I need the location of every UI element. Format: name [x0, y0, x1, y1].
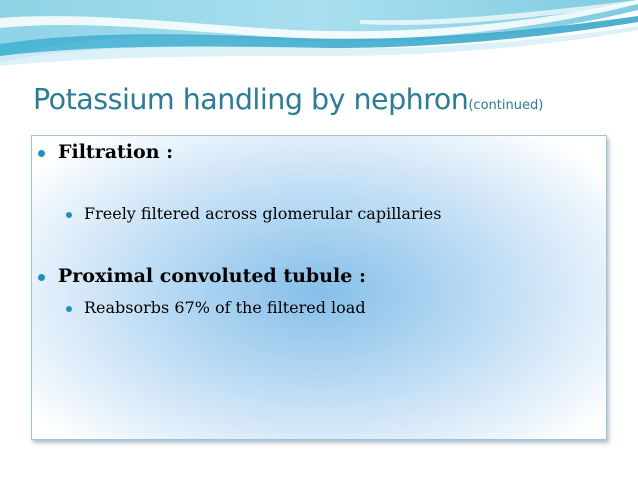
slide-title	[33, 83, 544, 116]
content-box	[31, 135, 607, 440]
bullet-text: Proximal convoluted tubule :	[58, 265, 366, 287]
header-wave-decoration	[0, 0, 638, 90]
bullet-text: Filtration :	[58, 141, 174, 163]
slide-title-suffix: (continued)	[468, 98, 544, 113]
bullet-text: Freely filtered across glomerular capillaries	[84, 204, 442, 223]
bullet-icon	[66, 212, 72, 218]
bullet-icon	[38, 150, 45, 157]
slide-title-main: Potassium handling by nephron	[33, 83, 469, 116]
bullet-icon	[38, 274, 45, 281]
bullet-text: Reabsorbs 67% of the filtered load	[84, 298, 366, 317]
bullet-icon	[66, 306, 72, 312]
